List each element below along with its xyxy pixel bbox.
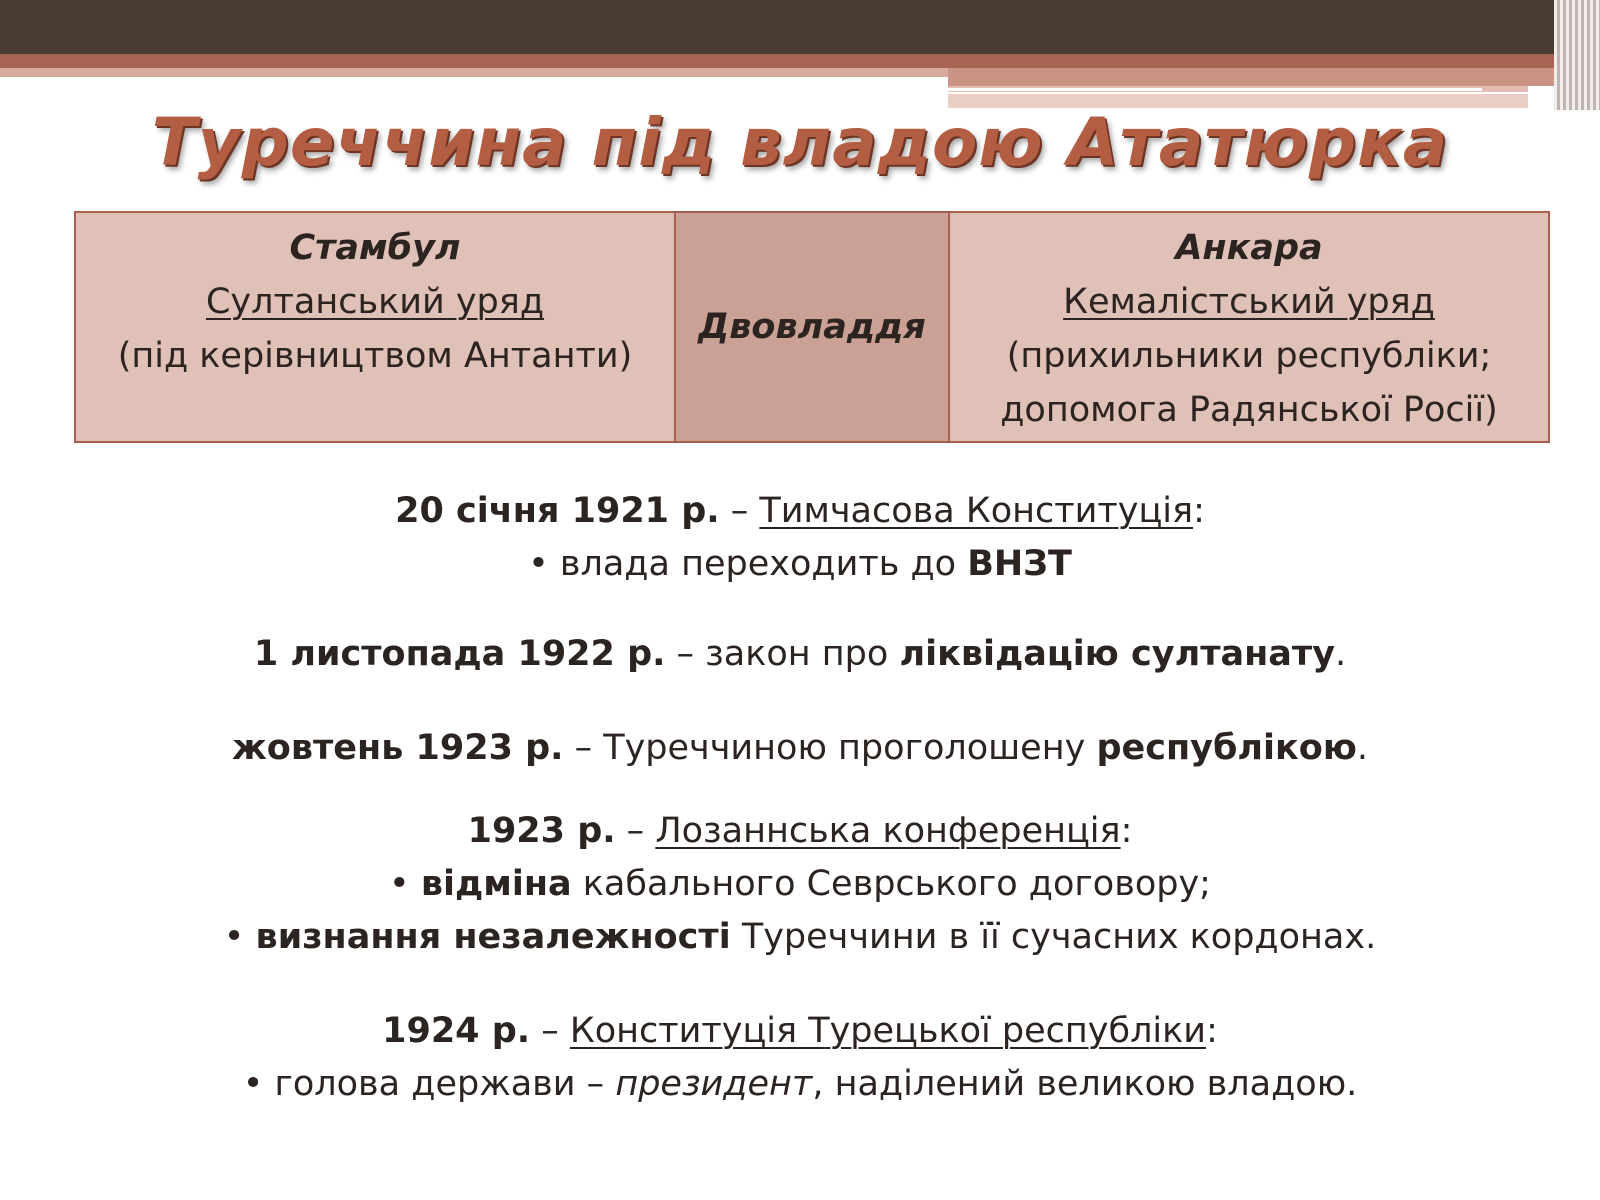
event-bold: ліквідацію султанату [899, 634, 1336, 674]
event-date: 1 листопада 1922 р. [253, 634, 666, 674]
bullet-text: влада переходить до [548, 544, 968, 584]
header-bar-pink-right [948, 68, 1560, 86]
istanbul-note: (під керівництвом Антанти) [117, 336, 633, 376]
header-bar-white-line [948, 88, 1482, 91]
ankara-note-1: (прихильники республіки; [1006, 336, 1492, 376]
bullet-bold: визнання незалежності [255, 917, 731, 957]
dash: – [615, 811, 656, 851]
event-subject: Конституція Турецької республіки [569, 1011, 1207, 1051]
period: . [1335, 634, 1347, 674]
slide-title: Туреччина під владою Ататюрка [151, 104, 1449, 181]
ankara-government: Кемалістський уряд [1063, 282, 1435, 322]
bullet: • [389, 864, 410, 904]
event-bold: республікою [1096, 728, 1357, 768]
event-text: – Туреччиною проголошену [563, 728, 1097, 768]
event-date: 1924 р. [382, 1011, 531, 1051]
bullet-text: голова держави – [263, 1064, 616, 1104]
cell-istanbul [76, 213, 676, 441]
header-bar-pink [0, 68, 948, 77]
bullet-italic: президент [615, 1064, 813, 1104]
colon: : [1206, 1011, 1218, 1051]
ankara-note-2: допомога Радянської Росії) [1000, 390, 1498, 430]
event-date: 1923 р. [467, 811, 616, 851]
bullet-bold: відміна [420, 864, 572, 904]
event-date: 20 січня 1921 р. [395, 491, 720, 531]
cell-dual-power [676, 213, 950, 441]
corner-stripes [1554, 0, 1600, 110]
bullet: • [223, 917, 245, 957]
colon: : [1120, 811, 1133, 851]
event-text: – закон про [665, 634, 900, 674]
header-bar-dark [0, 0, 1600, 54]
period: . [1356, 728, 1369, 768]
ankara-city: Анкара [1175, 228, 1323, 268]
istanbul-city: Стамбул [289, 228, 461, 268]
event-oct-1923 [0, 722, 1600, 775]
bullet-text: кабального Севрського договору; [571, 864, 1211, 904]
bullet-text-end: , наділений великою владою. [812, 1064, 1358, 1104]
bullet-text: Туреччини в її сучасних кордонах. [730, 917, 1377, 957]
dash: – [719, 491, 760, 531]
event-date: жовтень 1923 р. [231, 728, 564, 768]
event-subject: Лозаннська конференція [655, 811, 1121, 851]
dual-power-table [74, 211, 1550, 443]
cell-ankara [950, 213, 1548, 441]
colon: : [1193, 491, 1205, 531]
dash: – [530, 1011, 570, 1051]
header-bar-rust [0, 54, 1560, 68]
event-1923-lausanne [0, 805, 1600, 964]
bullet: • [528, 544, 549, 584]
event-1922 [0, 628, 1600, 681]
istanbul-government: Султанський уряд [205, 282, 545, 322]
bullet-bold: ВНЗТ [967, 544, 1072, 584]
dual-power-label: Двовладдя [698, 307, 926, 347]
event-1921 [0, 485, 1600, 591]
bullet: • [242, 1064, 264, 1104]
event-1924 [0, 1005, 1600, 1111]
event-subject: Тимчасова Конституція [759, 491, 1194, 531]
